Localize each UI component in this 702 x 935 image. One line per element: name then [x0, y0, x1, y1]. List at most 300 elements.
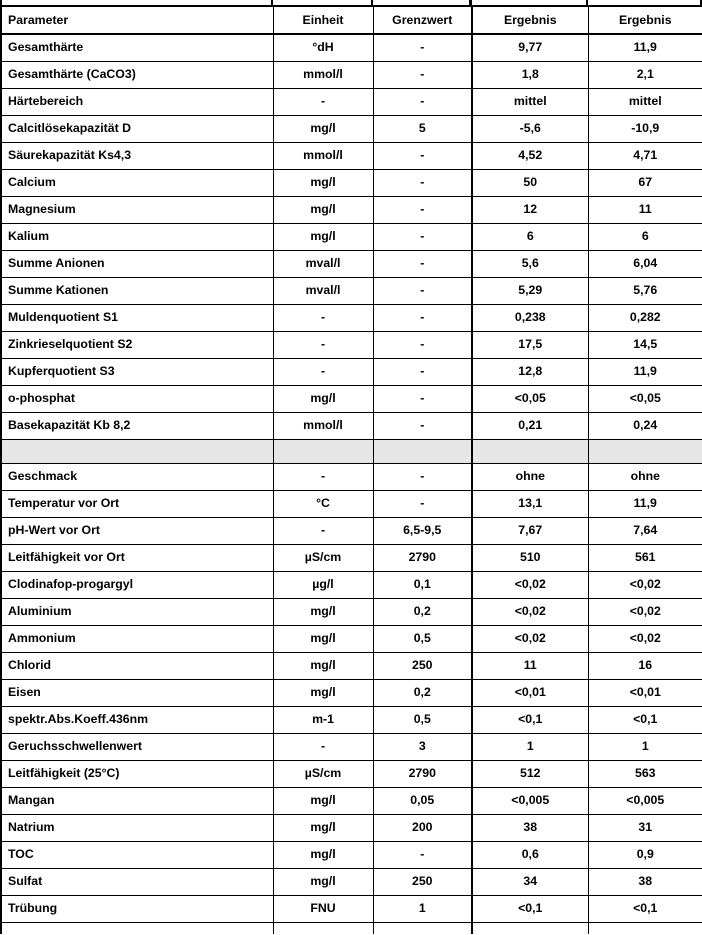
cell-limit: [373, 196, 472, 223]
top-strip-result2: [587, 0, 702, 5]
cell-limit: [373, 412, 472, 439]
cell-limit-label: -: [420, 40, 425, 55]
cell-parameter-label: Clodinafop-progargyl: [8, 577, 134, 591]
table-row: [1, 88, 702, 115]
cell-result-1: [472, 115, 588, 142]
cell-result-2: [588, 331, 702, 358]
cell-result-2: [588, 733, 702, 760]
table-row: [1, 652, 702, 679]
cell-unit-label: µg/l: [312, 577, 334, 591]
cell-limit-label: -: [420, 256, 425, 270]
cell-result-2-label: 7,64: [633, 523, 658, 537]
cell-result-2-label: 561: [634, 550, 656, 564]
cell-result-1-label: 13,1: [518, 496, 543, 510]
cell-parameter: [1, 277, 273, 304]
cell-result-2-label: 14,5: [633, 337, 658, 351]
cell-parameter: [1, 598, 273, 625]
cell-unit-label: mg/l: [310, 631, 336, 645]
cell-result-1-label: ohne: [515, 469, 545, 483]
cell-result-2-label: 1: [641, 739, 649, 753]
column-header-parameter: [1, 6, 273, 34]
cell-parameter-label: Säurekapazität Ks4,3: [8, 148, 132, 162]
cell-result-2-label: 5,76: [633, 283, 658, 297]
cell-result-2-label: <0,02: [629, 577, 661, 591]
cell-limit-label: 200: [411, 820, 433, 834]
cell-parameter-label: Trübung: [8, 901, 58, 915]
cell-parameter-label: Leitfähigkeit vor Ort: [8, 550, 125, 564]
cell-result-1-label: <0,1: [518, 901, 543, 915]
cell-unit: [273, 169, 373, 196]
cell-result-1: [472, 412, 588, 439]
cell-result-2: [588, 652, 702, 679]
cell-limit-label: -: [420, 175, 425, 189]
cell-result-2-label: 563: [634, 766, 656, 780]
cell-result-2: [588, 250, 702, 277]
cell-limit: [373, 61, 472, 88]
table-row: [1, 706, 702, 733]
cell-limit: [373, 841, 472, 868]
cell-limit: [373, 868, 472, 895]
cell-limit-label: -: [420, 202, 425, 216]
cell-unit-label: mg/l: [310, 820, 336, 834]
cell-unit-label: FNU: [310, 901, 336, 915]
cell-unit: [273, 544, 373, 571]
cell-limit-label: -: [420, 283, 425, 297]
cell-result-2-label: 6: [641, 229, 649, 243]
table-body: [1, 34, 702, 934]
cell-unit-label: mg/l: [310, 175, 336, 189]
cell-limit: [373, 814, 472, 841]
cell-result-2: [588, 115, 702, 142]
cell-result-2: [588, 61, 702, 88]
table-row: [1, 142, 702, 169]
table-row: [1, 223, 702, 250]
cell-parameter-label: Zinkrieselquotient S2: [8, 337, 133, 351]
cell-parameter: [1, 814, 273, 841]
cell-result-1: [472, 277, 588, 304]
table-row: [1, 169, 702, 196]
cell-result-1: [472, 463, 588, 490]
cell-parameter-label: TOC: [8, 847, 34, 861]
cell-parameter-label: Summe Kationen: [8, 283, 109, 297]
cell-limit: [373, 679, 472, 706]
cell-result-2-label: 2,1: [636, 67, 654, 81]
cell-result-2-label: 0,282: [629, 310, 661, 324]
cell-limit: [373, 439, 472, 463]
cell-result-2: [588, 625, 702, 652]
cell-limit-label: 1: [418, 901, 426, 915]
cell-result-1-label: 38: [523, 820, 538, 834]
cell-parameter-label: Summe Anionen: [8, 256, 105, 270]
cell-limit: [373, 358, 472, 385]
cell-parameter: [1, 223, 273, 250]
cell-limit-label: 5: [418, 121, 426, 135]
cell-unit: [273, 88, 373, 115]
cell-limit-label: -: [420, 364, 425, 378]
cell-result-2: [588, 571, 702, 598]
cell-result-2: [588, 385, 702, 412]
cell-unit: [273, 304, 373, 331]
cell-parameter-label: Aluminium: [8, 604, 72, 618]
cell-limit-label: -: [420, 391, 425, 405]
cell-parameter: [1, 61, 273, 88]
cell-parameter: [1, 169, 273, 196]
cell-result-2: [588, 142, 702, 169]
cell-result-1: [472, 922, 588, 934]
cell-result-1: [472, 706, 588, 733]
cell-result-1: [472, 787, 588, 814]
cell-parameter: [1, 463, 273, 490]
cell-result-1: [472, 223, 588, 250]
top-strip-unit: [272, 0, 372, 5]
cell-result-2-label: 6,04: [633, 256, 658, 270]
table-row: [1, 385, 702, 412]
cell-result-2: [588, 544, 702, 571]
table-row: [1, 598, 702, 625]
cell-unit: [273, 625, 373, 652]
cell-parameter-label: Calcitlösekapazität D: [8, 121, 132, 135]
cell-parameter: [1, 733, 273, 760]
cell-parameter: [1, 331, 273, 358]
cell-result-1-label: 4,52: [518, 148, 543, 162]
cell-parameter-label: Kalium: [8, 229, 49, 243]
cell-limit-label: -: [420, 496, 425, 510]
cell-unit: [273, 250, 373, 277]
cell-unit-label: mg/l: [310, 391, 336, 405]
cell-unit: [273, 652, 373, 679]
cell-limit: [373, 115, 472, 142]
cell-result-2: [588, 895, 702, 922]
cell-parameter-label: Temperatur vor Ort: [8, 496, 120, 510]
cell-limit-label: -: [420, 847, 425, 861]
cell-limit: [373, 625, 472, 652]
cell-limit-label: 2790: [408, 766, 436, 780]
cell-result-1-label: <0,005: [511, 793, 550, 807]
cell-result-2: [588, 490, 702, 517]
cell-result-1-label: 0,21: [518, 418, 543, 432]
cell-result-2: [588, 760, 702, 787]
cell-result-1-label: 11: [523, 658, 537, 672]
cell-limit-label: -: [420, 67, 425, 81]
cell-result-2: [588, 598, 702, 625]
cell-limit-label: 250: [411, 658, 433, 672]
cell-unit: [273, 463, 373, 490]
cell-result-2: [588, 277, 702, 304]
cell-result-2-label: <0,1: [633, 901, 658, 915]
cell-parameter-label: pH-Wert vor Ort: [8, 523, 101, 537]
cell-result-1: [472, 385, 588, 412]
cell-parameter: [1, 304, 273, 331]
table-header: [1, 6, 702, 34]
table-row: [1, 517, 702, 544]
table-row: [1, 625, 702, 652]
cell-parameter: [1, 385, 273, 412]
table-row: [1, 196, 702, 223]
cell-result-1-label: <0,05: [514, 391, 546, 405]
cell-limit-label: 0,05: [410, 793, 435, 807]
cell-unit: [273, 814, 373, 841]
cell-result-1: [472, 250, 588, 277]
cell-unit-label: °dH: [312, 40, 334, 55]
cell-unit: [273, 571, 373, 598]
cell-parameter-label: Sulfat: [8, 874, 43, 888]
cell-limit-label: 3: [418, 739, 426, 753]
cell-result-2: [588, 706, 702, 733]
cell-result-1-label: 512: [519, 766, 541, 780]
cell-unit-label: µS/cm: [304, 550, 342, 564]
cell-limit: [373, 385, 472, 412]
table-row: [1, 571, 702, 598]
cell-parameter: [1, 196, 273, 223]
cell-parameter-label: Härtebereich: [8, 94, 84, 108]
cell-parameter-label: Magnesium: [8, 202, 76, 216]
cell-result-1: [472, 439, 588, 463]
cell-result-1-label: mittel: [513, 94, 547, 108]
cell-unit-label: mg/l: [310, 121, 336, 135]
cell-result-1: [472, 517, 588, 544]
cell-unit-label: mmol/l: [303, 148, 343, 162]
cell-result-1-label: 9,77: [518, 40, 543, 55]
cell-result-2: [588, 463, 702, 490]
cell-unit-label: mg/l: [310, 229, 336, 243]
cell-unit: [273, 706, 373, 733]
cell-result-1-label: 12: [523, 202, 538, 216]
cell-result-2: [588, 169, 702, 196]
cell-result-2: [588, 412, 702, 439]
table-top-cut-row: [0, 0, 702, 5]
cell-limit: [373, 34, 472, 61]
cell-limit-label: 250: [411, 874, 433, 888]
cell-parameter: [1, 115, 273, 142]
cell-unit: [273, 490, 373, 517]
cell-result-1: [472, 142, 588, 169]
cell-result-2: [588, 358, 702, 385]
cell-result-1-label: 5,29: [518, 283, 543, 297]
cell-limit-label: -: [420, 337, 425, 351]
table-row: [1, 34, 702, 61]
table-spacer-row: [1, 439, 702, 463]
cell-limit: [373, 652, 472, 679]
cell-unit-label: mval/l: [305, 256, 341, 270]
cell-unit-label: mg/l: [310, 658, 336, 672]
cell-limit: [373, 922, 472, 934]
cell-limit: [373, 463, 472, 490]
cell-parameter: [1, 517, 273, 544]
cell-parameter: [1, 142, 273, 169]
cell-result-1: [472, 760, 588, 787]
cell-limit-label: -: [420, 310, 425, 324]
cell-limit: [373, 250, 472, 277]
cell-result-1: [472, 61, 588, 88]
cell-limit: [373, 517, 472, 544]
cell-parameter: [1, 841, 273, 868]
table-header-row: [1, 6, 702, 34]
cell-parameter: [1, 571, 273, 598]
cell-result-2-label: 11: [638, 202, 652, 216]
cell-limit: [373, 787, 472, 814]
cell-parameter-label: Geruchsschwellenwert: [8, 739, 142, 753]
cell-limit: [373, 142, 472, 169]
cell-unit: [273, 598, 373, 625]
cell-parameter-label: spektr.Abs.Koeff.436nm: [8, 712, 149, 726]
cell-unit: [273, 115, 373, 142]
cell-unit-label: mg/l: [310, 793, 336, 807]
cell-result-2-label: <0,05: [629, 391, 661, 405]
cell-limit: [373, 706, 472, 733]
cell-unit-label: mmol/l: [303, 418, 343, 432]
cell-unit: [273, 868, 373, 895]
cell-parameter: [1, 358, 273, 385]
cell-parameter-label: Natrium: [8, 820, 55, 834]
cell-limit: [373, 304, 472, 331]
cell-parameter: [1, 760, 273, 787]
table-row: [1, 544, 702, 571]
cell-parameter: [1, 412, 273, 439]
cell-parameter-label: Muldenquotient S1: [8, 310, 118, 324]
cell-limit-label: -: [420, 229, 425, 243]
cell-unit: [273, 439, 373, 463]
cell-parameter: [1, 250, 273, 277]
cell-limit-label: -: [420, 469, 425, 483]
cell-result-2: [588, 439, 702, 463]
cell-unit: [273, 517, 373, 544]
cell-parameter-label: Chlorid: [8, 658, 52, 672]
cell-result-1-label: <0,02: [514, 631, 546, 645]
cell-result-1: [472, 841, 588, 868]
cell-unit: [273, 679, 373, 706]
cell-parameter-label: Ammonium: [8, 631, 76, 645]
cell-unit: [273, 223, 373, 250]
cell-limit: [373, 88, 472, 115]
cell-result-1-label: <0,02: [514, 577, 546, 591]
cell-unit: [273, 760, 373, 787]
cell-parameter: [1, 34, 273, 61]
cell-limit-label: 6,5-9,5: [403, 523, 442, 537]
cell-result-2: [588, 196, 702, 223]
cell-unit-label: mval/l: [305, 283, 341, 297]
cell-parameter: [1, 652, 273, 679]
table-row: [1, 679, 702, 706]
cell-unit: [273, 277, 373, 304]
cell-result-1: [472, 358, 588, 385]
cell-result-1: [472, 34, 588, 61]
cell-result-1: [472, 169, 588, 196]
cell-result-1: [472, 544, 588, 571]
cell-result-1-label: 6: [526, 229, 534, 243]
cell-result-1-label: <0,1: [518, 712, 543, 726]
column-header-parameter-label: Parameter: [8, 13, 69, 27]
cell-result-1: [472, 814, 588, 841]
cell-limit: [373, 331, 472, 358]
cell-limit-label: -: [420, 418, 425, 432]
cell-parameter: [1, 625, 273, 652]
cell-unit: [273, 61, 373, 88]
cell-result-1-label: -5,6: [519, 121, 541, 135]
cell-result-1-label: 1,8: [521, 67, 539, 81]
cell-result-1: [472, 733, 588, 760]
top-strip-parameter: [0, 0, 272, 5]
cell-result-1: [472, 895, 588, 922]
cell-unit: [273, 841, 373, 868]
cell-result-1-label: 34: [523, 874, 538, 888]
cell-limit-label: 0,5: [413, 712, 431, 726]
column-header-limit-label: Grenzwert: [392, 13, 453, 27]
cell-result-1: [472, 331, 588, 358]
cell-result-2-label: 0,9: [636, 847, 654, 861]
column-header-unit-label: Einheit: [302, 13, 344, 27]
cell-parameter: [1, 922, 273, 934]
cell-limit: [373, 223, 472, 250]
table-row: [1, 358, 702, 385]
cell-result-2: [588, 304, 702, 331]
cell-unit-label: mg/l: [310, 874, 336, 888]
cell-parameter-label: Basekapazität Kb 8,2: [8, 418, 131, 432]
cell-unit-label: -: [320, 310, 326, 324]
cell-unit: [273, 412, 373, 439]
table-row: [1, 814, 702, 841]
top-strip-result1: [471, 0, 587, 5]
table-row: [1, 490, 702, 517]
column-header-result-1-label: Ergebnis: [503, 13, 557, 27]
cell-unit-label: mg/l: [310, 202, 336, 216]
cell-limit: [373, 733, 472, 760]
column-header-limit: [373, 6, 472, 34]
cell-result-1-label: <0,02: [514, 604, 546, 618]
cell-unit-label: -: [320, 94, 326, 108]
table-row: [1, 868, 702, 895]
table-row: [1, 412, 702, 439]
cell-parameter: [1, 895, 273, 922]
cell-unit: [273, 331, 373, 358]
cell-parameter-label: Eisen: [8, 685, 41, 699]
cell-result-1: [472, 571, 588, 598]
column-header-result-2-label: Ergebnis: [618, 13, 672, 27]
cell-parameter: [1, 787, 273, 814]
cell-result-2-label: 67: [638, 175, 653, 189]
cell-result-1: [472, 88, 588, 115]
cell-result-1: [472, 598, 588, 625]
cell-unit: [273, 733, 373, 760]
cell-result-2-label: 31: [638, 820, 653, 834]
cell-result-2: [588, 922, 702, 934]
table-row: [1, 841, 702, 868]
cell-result-1: [472, 679, 588, 706]
cell-unit-label: -: [320, 469, 326, 483]
cell-unit: [273, 922, 373, 934]
water-analysis-table: [0, 5, 702, 934]
cell-unit-label: -: [320, 337, 326, 351]
cell-result-1-label: 0,6: [521, 847, 539, 861]
cell-unit: [273, 358, 373, 385]
cell-result-1: [472, 868, 588, 895]
cell-parameter-label: o-phosphat: [8, 391, 75, 405]
cell-parameter-label: Gesamthärte (CaCO3): [8, 67, 136, 81]
cell-result-2: [588, 517, 702, 544]
cell-result-2: [588, 679, 702, 706]
cell-limit: [373, 490, 472, 517]
cell-limit-label: -: [420, 94, 425, 108]
cell-result-2: [588, 841, 702, 868]
cell-unit-label: µS/cm: [304, 766, 342, 780]
cell-parameter: [1, 544, 273, 571]
cell-limit-label: 0,5: [413, 631, 431, 645]
cell-result-1: [472, 490, 588, 517]
cell-result-2: [588, 787, 702, 814]
cell-result-1-label: 12,8: [518, 364, 543, 378]
cell-result-2-label: 16: [638, 658, 653, 672]
cell-result-2-label: -10,9: [631, 121, 660, 135]
table-row: [1, 277, 702, 304]
